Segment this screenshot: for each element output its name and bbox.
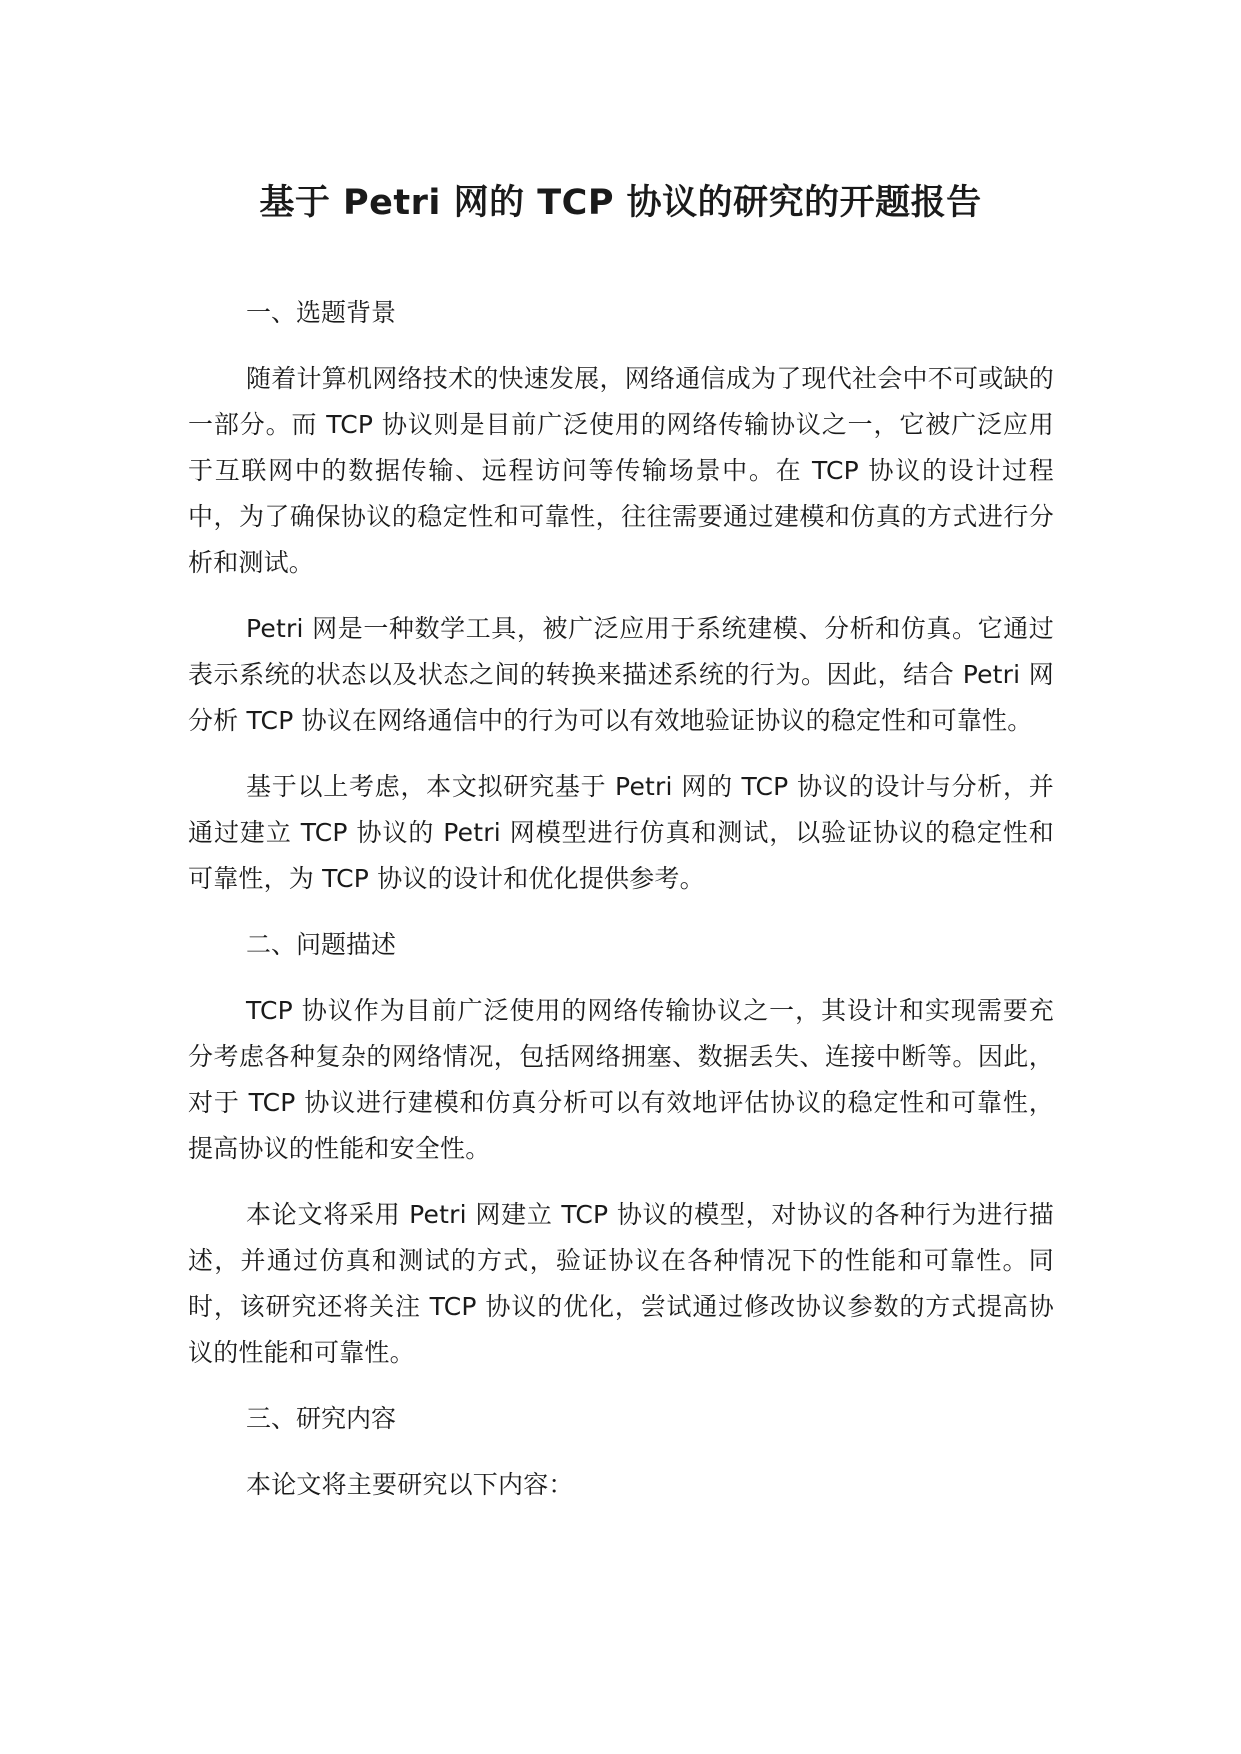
paragraph: 本论文将主要研究以下内容： (246, 1470, 574, 1499)
document-body (188, 290, 1054, 1528)
paragraph: Petri 网是一种数学工具，被广泛应用于系统建模、分析和仿真。它通过表示系统的状态以及状态之间的转换来描述系统的行为。因此，结合 Petri 网分析 TCP 协议在网络通信中的行为可以有效地验证协议的稳定性和可靠性。 (188, 614, 1054, 735)
paragraph: TCP 协议作为目前广泛使用的网络传输协议之一，其设计和实现需要充分考虑各种复杂的网络情况，包括网络拥塞、数据丢失、连接中断等。因此，对于 TCP 协议进行建模和仿真分析可以有效地评估协议的稳定性和可靠性，提高协议的性能和安全性。 (188, 996, 1054, 1163)
paragraph: 随着计算机网络技术的快速发展，网络通信成为了现代社会中不可或缺的一部分。而 TCP 协议则是目前广泛使用的网络传输协议之一，它被广泛应用于互联网中的数据传输、远程访问等传输场景中。在 TCP 协议的设计过程中，为了确保协议的稳定性和可靠性，往往需要通过建模和仿真的方式进行分析和测试。 (188, 364, 1054, 577)
paragraph: 基于以上考虑，本文拟研究基于 Petri 网的 TCP 协议的设计与分析，并通过建立 TCP 协议的 Petri 网模型进行仿真和测试，以验证协议的稳定性和可靠性，为 TCP 协议的设计和优化提供参考。 (188, 772, 1054, 893)
paragraph: 本论文将采用 Petri 网建立 TCP 协议的模型，对协议的各种行为进行描述，并通过仿真和测试的方式，验证协议在各种情况下的性能和可靠性。同时，该研究还将关注 TCP 协议的优化，尝试通过修改协议参数的方式提高协议的性能和可靠性。 (188, 1200, 1054, 1367)
document-title: 基于 Petri 网的 TCP 协议的研究的开题报告 (259, 183, 982, 223)
section-heading-problem: 二、问题描述 (246, 930, 397, 959)
section-heading-research-content: 三、研究内容 (246, 1404, 397, 1433)
section-heading-background: 一、选题背景 (246, 298, 397, 327)
